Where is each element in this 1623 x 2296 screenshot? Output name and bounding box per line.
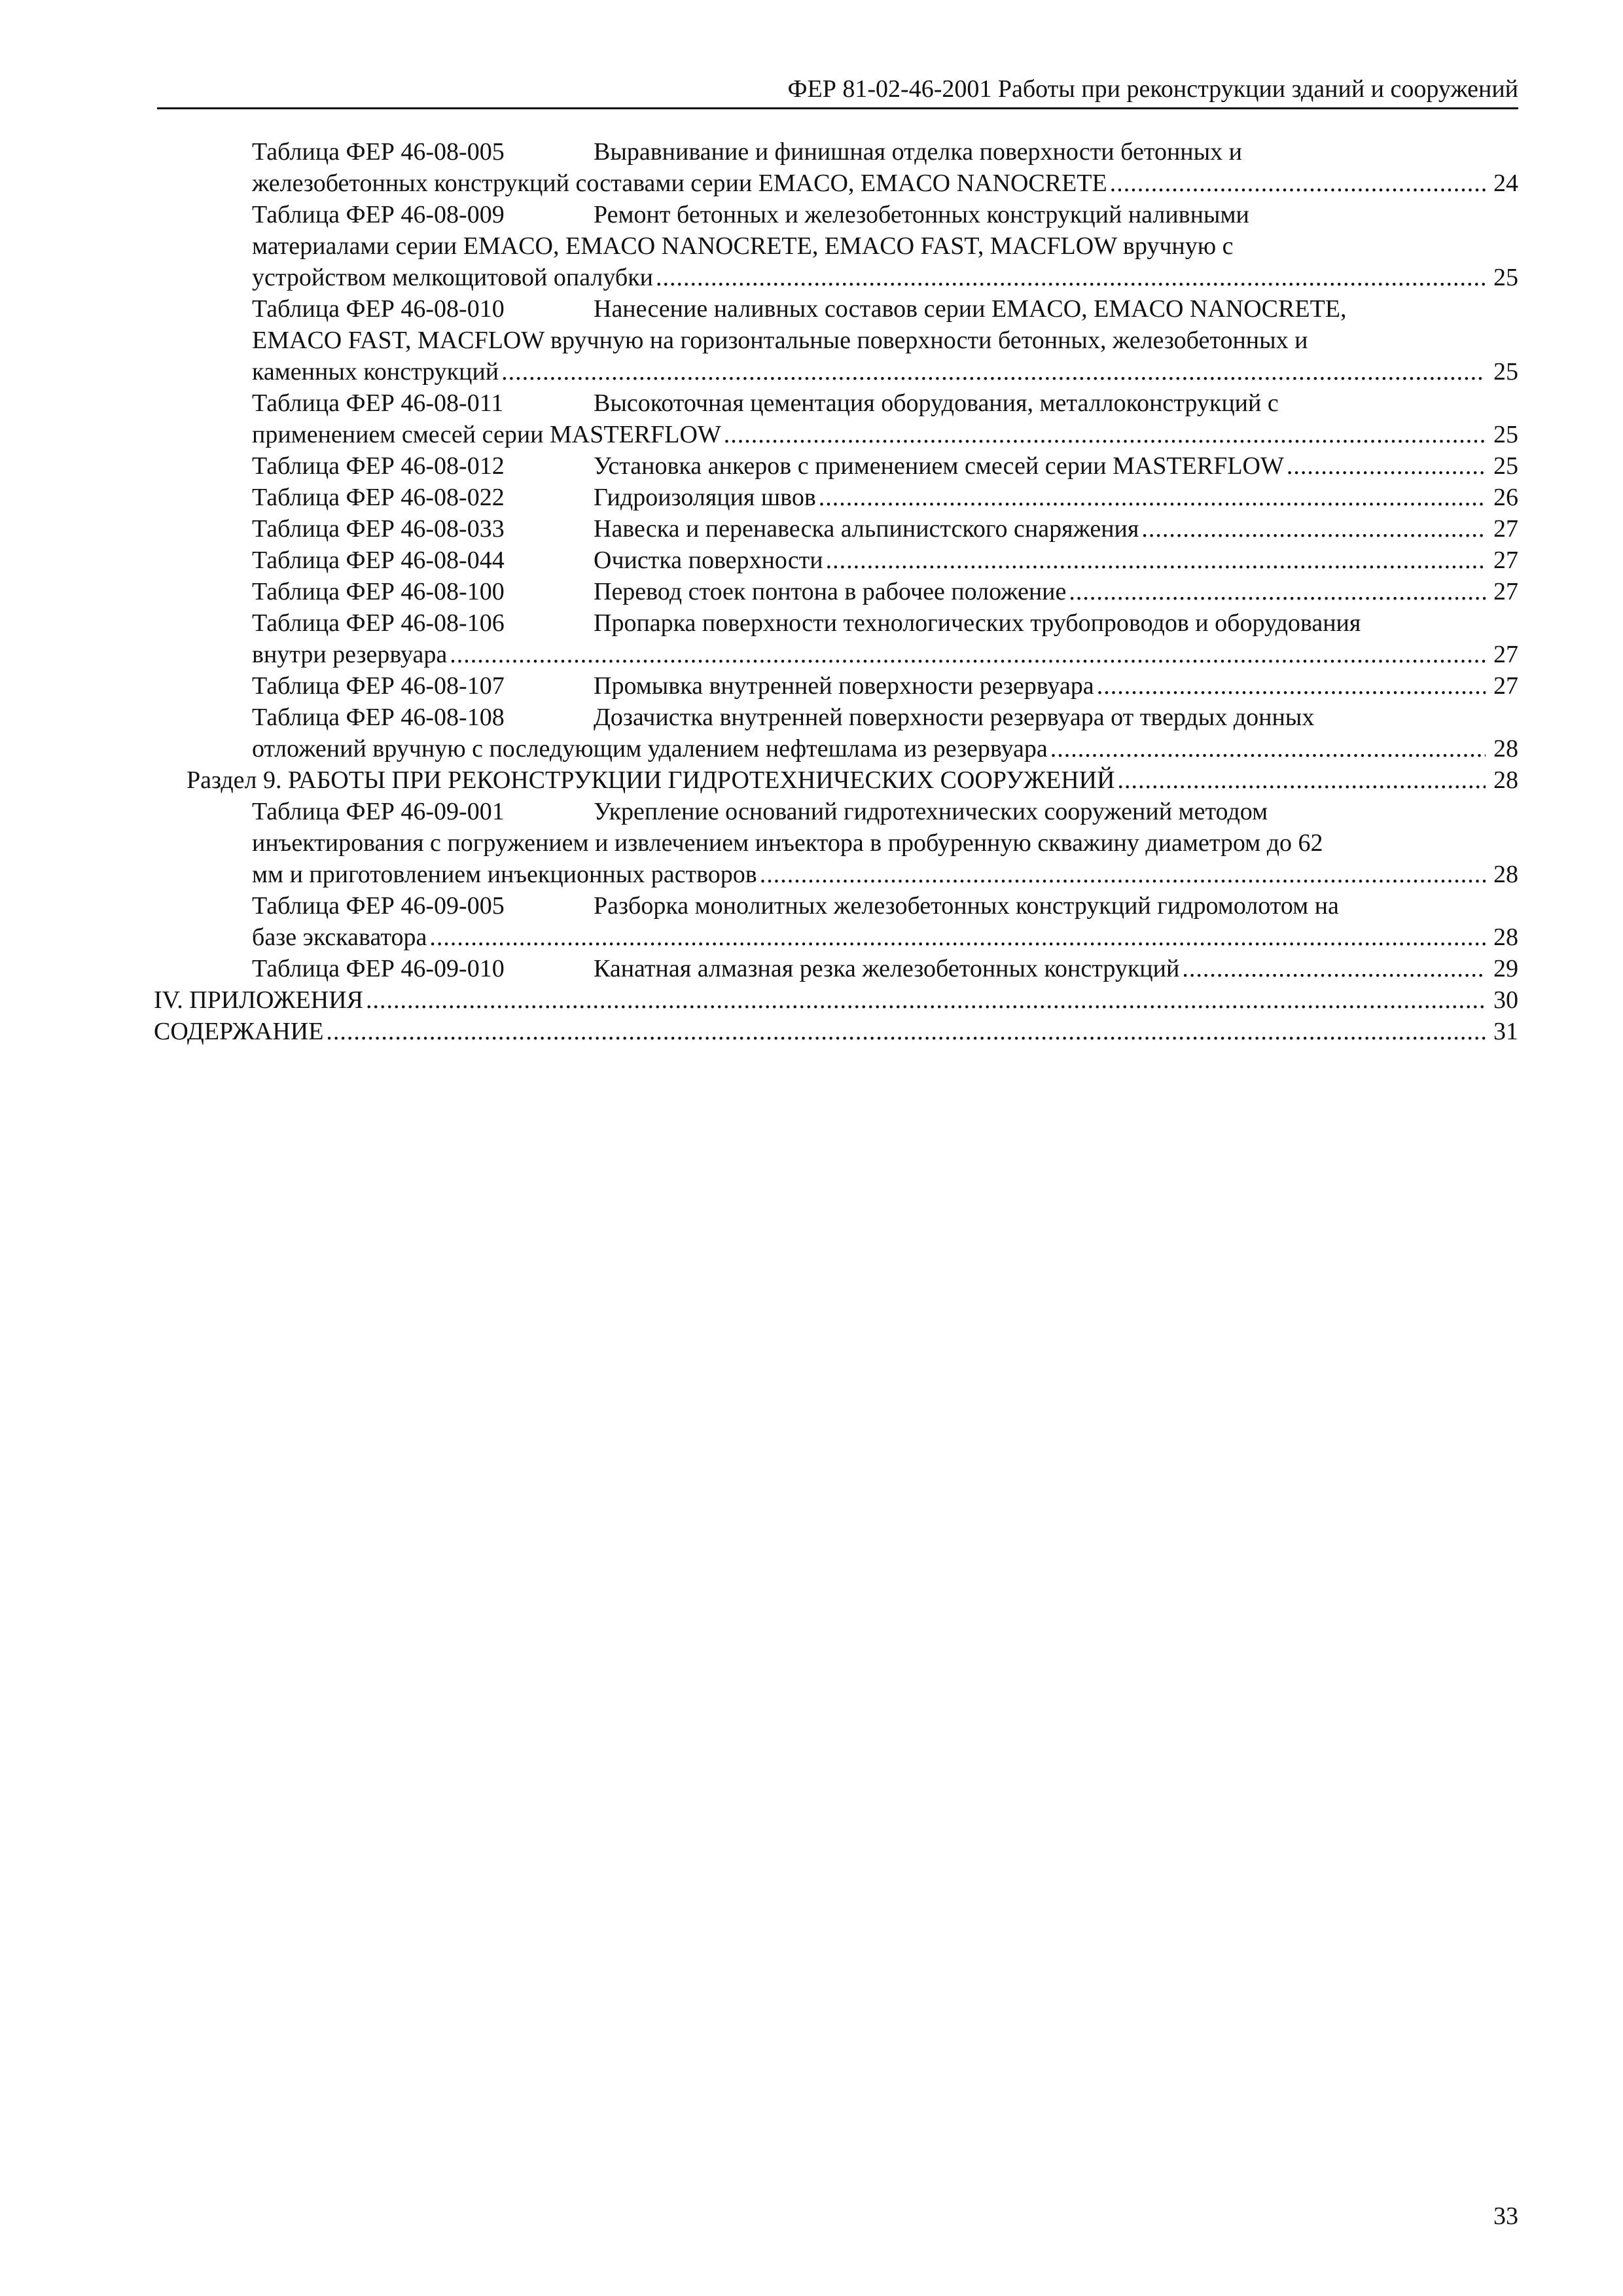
toc-table-code: Таблица ФЕР 46-08-011	[252, 389, 504, 417]
toc-page-number: 25	[1493, 452, 1518, 480]
toc-title-text: Промывка внутренней поверхности резервуара	[594, 672, 1094, 700]
dot-leader	[366, 984, 1486, 1016]
toc-entry-line[interactable]	[0, 1016, 1623, 1047]
toc-title-text: Пропарка поверхности технологических трубопроводов и оборудования	[594, 609, 1361, 637]
toc-page-number: 25	[1493, 358, 1518, 386]
dot-leader	[1097, 670, 1486, 702]
toc-line-content	[252, 419, 1518, 450]
toc-entry-line[interactable]	[0, 984, 1623, 1016]
toc-line-content	[252, 482, 1518, 513]
toc-page-number: 28	[1493, 766, 1518, 794]
toc-title-text: Разборка монолитных железобетонных конструкций гидромолотом на	[594, 892, 1339, 920]
toc-page-number: 27	[1493, 578, 1518, 605]
toc-table-code: Таблица ФЕР 46-08-106	[252, 609, 505, 637]
toc-entry-line[interactable]	[0, 764, 1623, 796]
toc-entry-line[interactable]	[0, 922, 1623, 953]
toc-page-number: 28	[1493, 924, 1518, 951]
toc-entry-line[interactable]	[0, 513, 1623, 545]
toc-title-text: устройством мелкощитовой опалубки	[252, 264, 654, 291]
toc-entry-line[interactable]	[0, 859, 1623, 890]
toc-table-code: Таблица ФЕР 46-08-010	[252, 295, 505, 323]
toc-entry-line[interactable]	[0, 702, 1623, 733]
toc-title-text: Гидроизоляция швов	[594, 484, 816, 511]
dot-leader	[450, 639, 1486, 670]
dot-leader	[819, 482, 1486, 513]
toc-entry-line[interactable]	[0, 890, 1623, 922]
toc-line-content	[252, 639, 1518, 670]
toc-table-code: Таблица ФЕР 46-08-005	[252, 138, 505, 166]
toc-entry-line[interactable]	[0, 482, 1623, 513]
toc-entry-line[interactable]	[0, 230, 1623, 262]
toc-entry-line[interactable]	[0, 419, 1623, 450]
toc-line-content	[252, 922, 1518, 953]
toc-line-content	[252, 262, 1518, 293]
toc-page-number: 24	[1493, 170, 1518, 197]
toc-table-code: Таблица ФЕР 46-09-001	[252, 798, 505, 825]
toc-title-text: Перевод стоек понтона в рабочее положение	[594, 578, 1067, 605]
toc-title-text: каменных конструкций	[252, 358, 499, 386]
toc-title-text: Очистка поверхности	[594, 547, 823, 574]
toc-page-number: 28	[1493, 735, 1518, 762]
toc-title-text: EMACO FAST, MACFLOW вручную на горизонтальные поверхности бетонных, железобетонных и	[252, 327, 1308, 354]
toc-table-code: Таблица ФЕР 46-09-005	[252, 892, 505, 920]
toc-title-text: Ремонт бетонных и железобетонных конструкций наливными	[594, 201, 1249, 228]
toc-entry-line[interactable]	[0, 387, 1623, 419]
dot-leader	[1182, 953, 1486, 984]
toc-table-code: Таблица ФЕР 46-08-022	[252, 484, 505, 511]
toc-entry-line[interactable]	[0, 199, 1623, 230]
dot-leader	[724, 419, 1486, 450]
toc-title-text: отложений вручную с последующим удалением нефтешлама из резервуара	[252, 735, 1048, 762]
toc-entry-line[interactable]	[0, 168, 1623, 199]
toc-line-content	[252, 325, 1308, 356]
dot-leader	[1118, 764, 1486, 796]
toc-entry-line[interactable]	[0, 827, 1623, 859]
toc-line-content	[187, 764, 1518, 796]
toc-table-code: Таблица ФЕР 46-08-009	[252, 201, 505, 228]
dot-leader	[656, 262, 1486, 293]
toc-entry-line[interactable]	[0, 607, 1623, 639]
toc-table-code: Таблица ФЕР 46-08-012	[252, 452, 505, 480]
toc-title-text: Установка анкеров с применением смесей серии MASTERFLOW	[594, 452, 1284, 480]
dot-leader	[1069, 576, 1486, 607]
toc-line-content	[252, 953, 1518, 984]
dot-leader	[326, 1016, 1486, 1047]
toc-table-code: Таблица ФЕР 46-08-107	[252, 672, 505, 700]
toc-entry-line[interactable]	[0, 670, 1623, 702]
toc-table-code: Таблица ФЕР 46-09-010	[252, 955, 505, 982]
page-header	[157, 73, 1518, 109]
toc-title-text: Нанесение наливных составов серии EMACO, EMACO NANOCRETE,	[594, 295, 1347, 323]
toc-title-text: железобетонных конструкций составами серии EMACO, EMACO NANOCRETE	[252, 170, 1107, 197]
toc-page-number: 27	[1493, 515, 1518, 543]
toc-title-text: инъектирования с погружением и извлечением инъектора в пробуренную скважину диаметром до 62	[252, 829, 1323, 857]
toc-table-code: Таблица ФЕР 46-08-033	[252, 515, 505, 543]
toc-line-content	[252, 387, 1279, 419]
toc-page-number: 31	[1493, 1018, 1518, 1045]
toc-page-number: 27	[1493, 641, 1518, 668]
toc-line-content	[252, 733, 1518, 764]
toc-table-code: Таблица ФЕР 46-08-100	[252, 578, 505, 605]
dot-leader	[760, 859, 1486, 890]
toc-page-number: 30	[1493, 986, 1518, 1014]
toc-line-content	[252, 576, 1518, 607]
toc-entry-line[interactable]	[0, 545, 1623, 576]
toc-page-number: 26	[1493, 484, 1518, 511]
page-number: 33	[1493, 2202, 1518, 2230]
toc-entry-line[interactable]	[0, 796, 1623, 827]
toc-page-number: 27	[1493, 547, 1518, 574]
toc-entry-line[interactable]	[0, 576, 1623, 607]
toc-line-content	[252, 136, 1242, 168]
toc-title-text: Дозачистка внутренней поверхности резервуара от твердых донных	[594, 704, 1315, 731]
toc-line-content	[252, 450, 1518, 482]
dot-leader	[1110, 168, 1486, 199]
toc-entry-line[interactable]	[0, 953, 1623, 984]
toc-line-content	[252, 199, 1249, 230]
toc-line-content	[252, 796, 1268, 827]
dot-leader	[501, 356, 1486, 387]
toc-entry-line[interactable]	[0, 262, 1623, 293]
dot-leader	[1287, 450, 1486, 482]
toc-title-text: Высокоточная цементация оборудования, металлоконструкций с	[594, 389, 1279, 417]
toc-title-text: IV. ПРИЛОЖЕНИЯ	[154, 986, 363, 1014]
toc-line-content	[252, 168, 1518, 199]
toc-line-content	[252, 356, 1518, 387]
toc-title-text: Канатная алмазная резка железобетонных конструкций	[594, 955, 1180, 982]
toc-page-number: 29	[1493, 955, 1518, 982]
dot-leader	[826, 545, 1486, 576]
toc-line-content	[154, 1016, 1518, 1047]
toc-page-number: 25	[1493, 421, 1518, 448]
toc-line-content	[252, 293, 1347, 325]
toc-line-content	[252, 607, 1361, 639]
toc-entry-line[interactable]	[0, 136, 1623, 168]
toc-line-content	[252, 230, 1234, 262]
toc-line-content	[252, 702, 1314, 733]
toc-line-content	[252, 545, 1518, 576]
toc-title-text: мм и приготовлением инъекционных растворов	[252, 861, 757, 888]
toc-title-text: базе экскаватора	[252, 924, 427, 951]
toc-page-number: 27	[1493, 672, 1518, 700]
toc-page-number: 25	[1493, 264, 1518, 291]
toc-line-content	[252, 890, 1339, 922]
toc-title-text: материалами серии EMACO, EMACO NANOCRETE, EMACO FAST, MACFLOW вручную с	[252, 232, 1234, 260]
toc-line-content	[252, 513, 1518, 545]
toc-line-content	[154, 984, 1518, 1016]
toc-title-text: внутри резервуара	[252, 641, 448, 668]
toc-entry-line[interactable]	[0, 325, 1623, 356]
toc-title-text: Навеска и перенавеска альпинистского снаряжения	[594, 515, 1139, 543]
toc-entry-line[interactable]	[0, 639, 1623, 670]
toc-entry-line[interactable]	[0, 293, 1623, 325]
toc-table-code: Таблица ФЕР 46-08-044	[252, 547, 505, 574]
toc-line-content	[252, 827, 1323, 859]
header-title: ФЕР 81-02-46-2001 Работы при реконструкции зданий и сооружений	[787, 75, 1518, 103]
toc-title-text: Раздел 9. РАБОТЫ ПРИ РЕКОНСТРУКЦИИ ГИДРОТЕХНИЧЕСКИХ СООРУЖЕНИЙ	[187, 766, 1115, 794]
toc-table-code: Таблица ФЕР 46-08-108	[252, 704, 505, 731]
toc-line-content	[252, 670, 1518, 702]
toc-title-text: СОДЕРЖАНИЕ	[154, 1018, 324, 1045]
toc-title-text: Выравнивание и финишная отделка поверхности бетонных и	[594, 138, 1242, 166]
toc-page-number: 28	[1493, 861, 1518, 888]
toc-entry-line[interactable]	[0, 733, 1623, 764]
dot-leader	[429, 922, 1486, 953]
toc-title-text: применением смесей серии MASTERFLOW	[252, 421, 721, 448]
toc-entry-line[interactable]	[0, 356, 1623, 387]
dot-leader	[1141, 513, 1486, 545]
dot-leader	[1050, 733, 1486, 764]
toc-entry-line[interactable]	[0, 450, 1623, 482]
toc-title-text: Укрепление оснований гидротехнических сооружений методом	[594, 798, 1268, 825]
toc-line-content	[252, 859, 1518, 890]
